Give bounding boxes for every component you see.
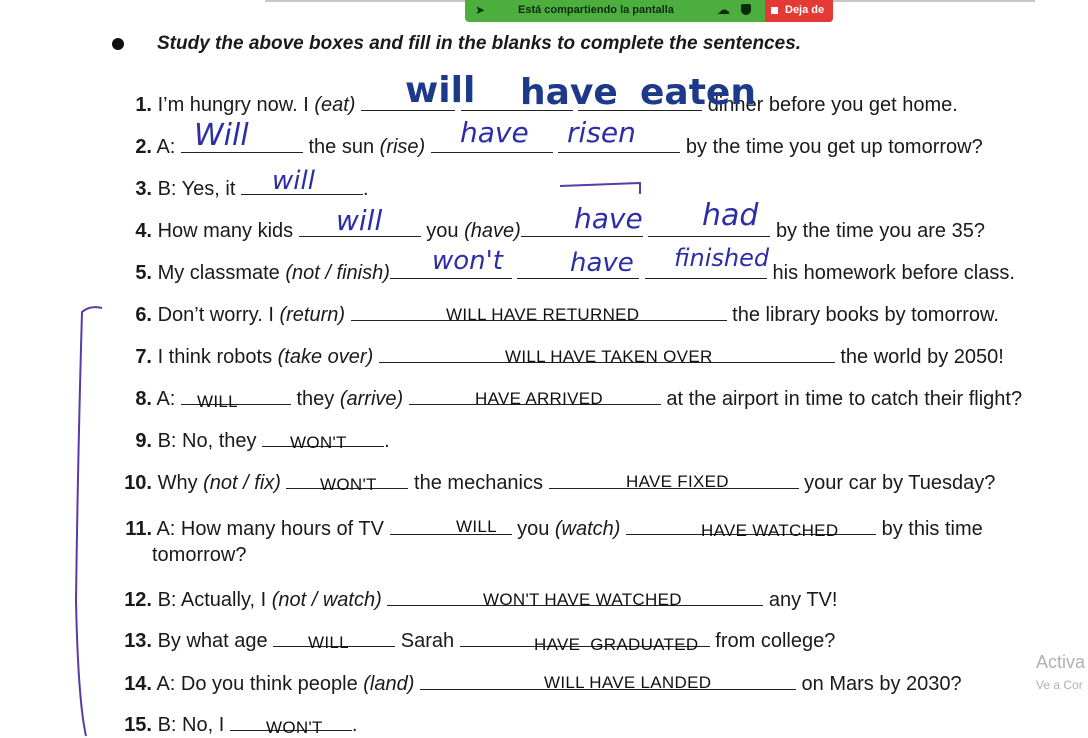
item-number: 2. xyxy=(135,136,152,158)
sentence-text: by the time you get up tomorrow? xyxy=(685,136,983,158)
sentence-text: dinner before you get home. xyxy=(707,94,958,116)
item-number: 3. xyxy=(135,178,152,200)
item-number: 9. xyxy=(135,430,152,452)
sentence-text: How many kids xyxy=(157,220,294,242)
item-number: 5. xyxy=(135,262,152,284)
verb-prompt: (take over) xyxy=(277,346,374,368)
typed-answer[interactable]: WON'T xyxy=(320,475,377,494)
handwritten-answer: have xyxy=(520,72,618,113)
screen-share-bar xyxy=(465,0,833,22)
sentence-text: B: No, I xyxy=(157,714,225,736)
sentence-text: Don’t worry. I xyxy=(157,304,274,326)
stop-sharing-button[interactable] xyxy=(765,0,833,22)
sentence-text: A: xyxy=(156,388,176,410)
verb-prompt: (have) xyxy=(464,220,521,242)
item-number: 12. xyxy=(124,589,152,611)
verb-prompt: (not / watch) xyxy=(271,589,382,611)
exercise-row-12 xyxy=(108,587,837,612)
exercise-row-10 xyxy=(108,470,995,495)
cloud-icon[interactable]: ☁ xyxy=(717,2,730,17)
sentence-text: Why xyxy=(157,472,198,494)
sentence-text: from college? xyxy=(715,630,836,652)
verb-prompt: (eat) xyxy=(314,94,356,116)
sentence-text: . xyxy=(351,714,358,736)
sentence-text: they xyxy=(296,388,335,410)
verb-prompt: (not / fix) xyxy=(203,472,281,494)
sentence-text: . xyxy=(384,430,390,452)
sentence-text: the world by 2050! xyxy=(840,346,1004,368)
sentence-text: you xyxy=(426,220,459,242)
typed-answer[interactable]: WON'T xyxy=(290,433,347,452)
sentence-text: A: Do you think people xyxy=(156,673,358,695)
stop-sharing-label: Deja de xyxy=(785,4,825,16)
item-number: 15. xyxy=(124,714,152,736)
exercise-row-9 xyxy=(108,428,390,453)
sentence-text: A: xyxy=(156,136,176,158)
typed-answer[interactable]: WILL xyxy=(308,633,349,652)
shield-icon xyxy=(741,4,751,15)
sentence-text: the library books by tomorrow. xyxy=(732,304,999,326)
pin-icon[interactable]: ➤ xyxy=(475,3,486,17)
exercise-row-14 xyxy=(108,671,962,696)
sentence-text: B: No, they xyxy=(157,430,257,452)
sentence-text: any TV! xyxy=(768,589,838,611)
handwritten-answer: finished xyxy=(674,244,770,272)
typed-answer[interactable]: WILL HAVE TAKEN OVER xyxy=(505,347,713,366)
verb-prompt: (return) xyxy=(279,304,346,326)
instruction-heading: Study the above boxes and fill in the blanks to complete the sentences. xyxy=(157,33,802,54)
sentence-text: by this time xyxy=(881,518,983,540)
item-number: 10. xyxy=(124,472,152,494)
handwritten-answer: have xyxy=(574,202,643,235)
sentence-text: My classmate xyxy=(157,262,280,284)
verb-prompt: (rise) xyxy=(379,136,426,158)
exercise-row-4 xyxy=(108,218,985,243)
handwritten-answer: won't xyxy=(432,246,503,276)
typed-answer[interactable]: HAVE ARRIVED xyxy=(475,389,603,408)
item-number: 8. xyxy=(135,388,152,410)
item-number: 4. xyxy=(135,220,152,242)
activation-watermark: Activa xyxy=(1036,652,1086,672)
exercise-row-5 xyxy=(108,260,1015,285)
handwritten-answer: have xyxy=(570,248,634,278)
verb-prompt: (not / finish) xyxy=(285,262,390,284)
exercise-row-13 xyxy=(108,628,835,653)
sentence-text: I’m hungry now. I xyxy=(157,94,309,116)
handwritten-answer: had xyxy=(702,198,759,233)
sentence-text: you xyxy=(517,518,550,540)
sentence-text: by the time you are 35? xyxy=(775,220,985,242)
activation-watermark-subtext: Ve a Cor xyxy=(1036,678,1083,692)
item-number: 6. xyxy=(135,304,152,326)
pen-bracket-mark xyxy=(70,300,110,738)
exercise-row-3 xyxy=(108,176,369,201)
typed-answer[interactable]: HAVE WATCHED xyxy=(701,521,839,540)
share-status-text: Está compartiendo la pantalla xyxy=(518,4,674,16)
handwritten-answer: eaten xyxy=(640,72,756,113)
handwritten-answer: risen xyxy=(567,116,636,149)
verb-prompt: (arrive) xyxy=(339,388,404,410)
exercise-row-11 xyxy=(108,516,983,541)
item-number: 13. xyxy=(124,630,152,652)
typed-answer[interactable]: HAVE GRADUATED xyxy=(534,635,699,654)
stop-icon xyxy=(771,7,778,14)
item-number: 1. xyxy=(135,94,152,116)
handwritten-answer: have xyxy=(460,116,529,149)
sentence-text: on Mars by 2030? xyxy=(801,673,962,695)
sentence-text: A: How many hours of TV xyxy=(156,518,384,540)
handwritten-answer: will xyxy=(272,166,315,196)
typed-answer[interactable]: WILL HAVE RETURNED xyxy=(446,305,640,324)
handwritten-answer: will xyxy=(405,70,476,111)
sentence-text: B: Yes, it xyxy=(157,178,236,200)
typed-answer[interactable]: WON'T xyxy=(266,718,323,737)
sentence-text: I think robots xyxy=(157,346,273,368)
item-number: 7. xyxy=(135,346,152,368)
item-number: 14. xyxy=(124,673,152,695)
typed-answer[interactable]: WILL xyxy=(456,517,497,536)
pen-stroke-mark xyxy=(556,180,646,200)
sentence-text: Sarah xyxy=(400,630,455,652)
sentence-text: B: Actually, I xyxy=(157,589,267,611)
typed-answer[interactable]: WILL HAVE LANDED xyxy=(544,673,712,692)
item-number: 11. xyxy=(125,518,152,540)
handwritten-answer: will xyxy=(336,204,383,237)
sentence-text: tomorrow? xyxy=(152,544,247,566)
verb-prompt: (land) xyxy=(363,673,415,695)
verb-prompt: (watch) xyxy=(554,518,621,540)
sentence-text: his homework before class. xyxy=(772,262,1015,284)
sentence-text: the sun xyxy=(308,136,375,158)
sentence-text: . xyxy=(362,178,369,200)
bullet-icon xyxy=(112,38,124,50)
typed-answer[interactable]: WON'T HAVE WATCHED xyxy=(483,590,682,609)
sentence-text: the mechanics xyxy=(414,472,544,494)
typed-answer[interactable]: WILL xyxy=(197,392,238,411)
sentence-text: at the airport in time to catch their flight? xyxy=(666,388,1023,410)
exercise-row-11-continued xyxy=(152,544,246,567)
handwritten-answer: Will xyxy=(194,118,249,153)
typed-answer[interactable]: HAVE FIXED xyxy=(626,472,729,491)
sentence-text: By what age xyxy=(157,630,268,652)
sentence-text: your car by Tuesday? xyxy=(804,472,996,494)
